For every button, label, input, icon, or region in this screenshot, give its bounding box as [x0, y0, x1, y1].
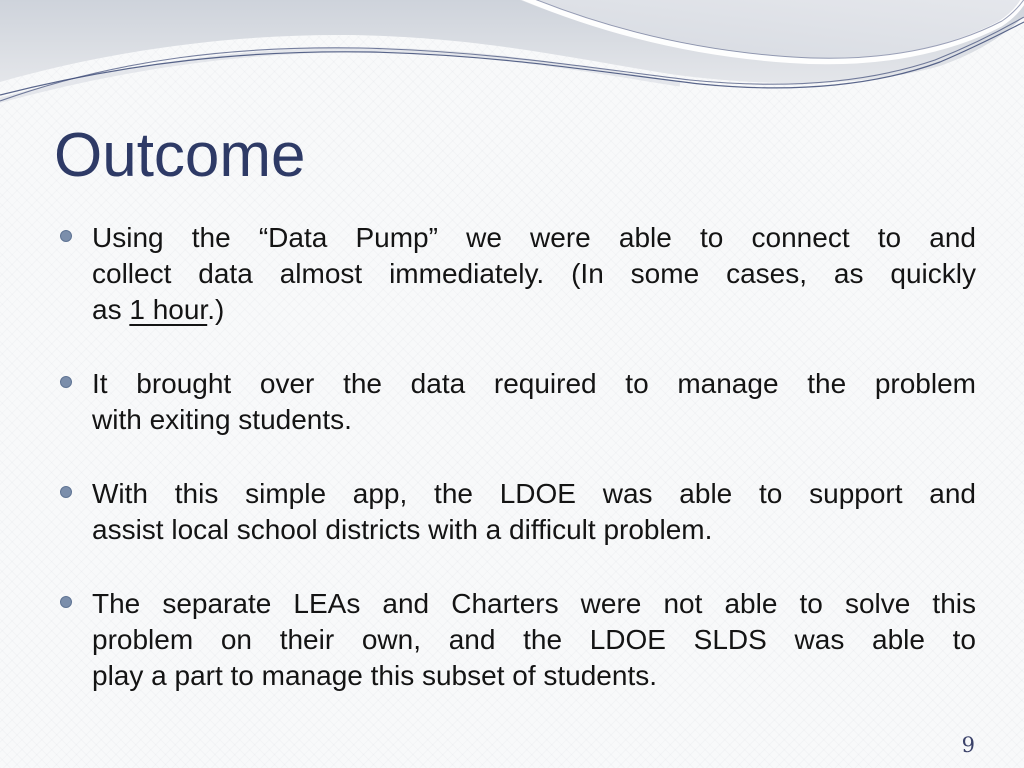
bullet-line: Using the “Data Pump” we were able to connect to and [92, 222, 976, 253]
bullet-line: problem on their own, and the LDOE SLDS was able to [92, 624, 976, 655]
bullet-item [58, 586, 976, 694]
bullet-icon [60, 486, 72, 498]
bullet-text: .) [207, 294, 225, 325]
bullet-line: With this simple app, the LDOE was able to support and [92, 478, 976, 509]
bullet-line: collect data almost immediately. (In some cases, as quickly [92, 258, 976, 289]
bullet-line: The separate LEAs and Charters were not able to solve this [92, 588, 976, 619]
bullet-line: assist local school districts with a difficult problem. [92, 514, 713, 545]
underlined-text: 1 hour [129, 294, 208, 325]
bullet-icon [60, 596, 72, 608]
bullet-line: play a part to manage this subset of students. [92, 660, 658, 691]
bullet-icon [60, 376, 72, 388]
bullet-item [58, 220, 976, 328]
page-number: 9 [961, 733, 975, 757]
bullet-line: with exiting students. [92, 404, 352, 435]
bullet-item [58, 366, 976, 438]
bullet-text: as [92, 294, 130, 325]
bullet-line [92, 292, 976, 328]
slide-title: Outcome [54, 121, 306, 190]
bullet-list [58, 220, 976, 732]
bullet-icon [60, 230, 72, 242]
bullet-line: It brought over the data required to manage the problem [92, 368, 976, 399]
header-swoosh-decoration [0, 0, 1024, 230]
bullet-item [58, 476, 976, 548]
